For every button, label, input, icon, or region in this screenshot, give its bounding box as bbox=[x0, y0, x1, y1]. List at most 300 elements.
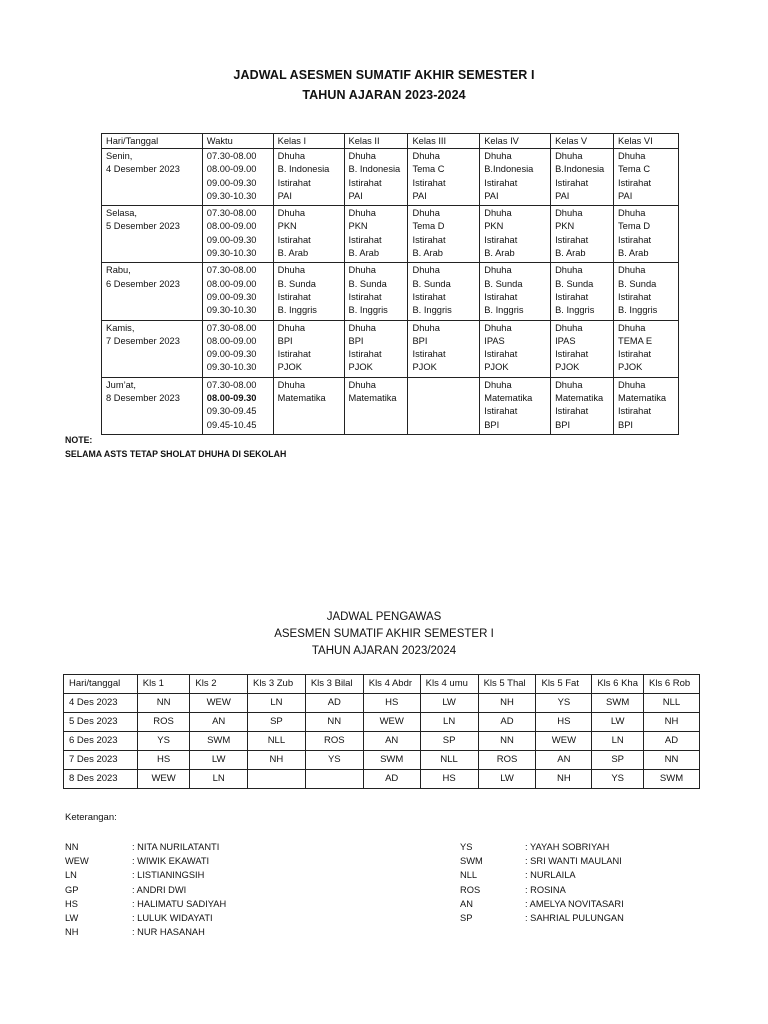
subject: PAI bbox=[484, 190, 499, 201]
legend-code: YS bbox=[460, 842, 473, 852]
time-slot: 09.30-09.45 bbox=[206, 406, 257, 417]
subject: B. Indonesia bbox=[277, 164, 330, 175]
subject: Istirahat bbox=[348, 291, 382, 302]
column-header: Kelas III bbox=[408, 134, 480, 149]
subject: Dhuha bbox=[484, 208, 512, 219]
subject: B. Inggris bbox=[618, 305, 658, 316]
column-header: Kls 6 Rob bbox=[644, 675, 700, 694]
day-line: 5 Desember 2023 bbox=[106, 221, 180, 232]
supervisor-cell bbox=[305, 770, 363, 789]
subject: PJOK bbox=[348, 362, 373, 373]
table-row bbox=[102, 320, 679, 377]
subject-cell bbox=[344, 320, 408, 377]
subject-cell bbox=[614, 377, 679, 434]
supervisor-cell: ROS bbox=[137, 713, 190, 732]
legend-name: : YAYAH SOBRIYAH bbox=[525, 842, 610, 852]
subject: Istirahat bbox=[555, 291, 589, 302]
subject: Dhuha bbox=[618, 151, 646, 161]
subject: Dhuha bbox=[555, 265, 583, 276]
subject: Dhuha bbox=[412, 151, 440, 161]
subject-cell bbox=[273, 149, 344, 206]
supervisor-cell: AD bbox=[644, 732, 700, 751]
subject: B. Sunda bbox=[348, 278, 387, 289]
subject-cell bbox=[551, 206, 614, 263]
supervisor-cell: ROS bbox=[478, 751, 536, 770]
supervisor-cell: ROS bbox=[305, 732, 363, 751]
supervisor-cell: SP bbox=[420, 732, 478, 751]
subject: Istirahat bbox=[348, 234, 382, 245]
time-cell bbox=[202, 377, 273, 434]
subject-cell bbox=[408, 263, 480, 320]
subject: Istirahat bbox=[412, 291, 446, 302]
subject: Istirahat bbox=[555, 349, 589, 360]
subject: B. Indonesia bbox=[348, 164, 401, 175]
supervisor-cell: LN bbox=[247, 694, 305, 713]
legend-item bbox=[65, 911, 365, 925]
time-slot: 07.30-08.00 bbox=[206, 265, 257, 276]
legend-item bbox=[460, 897, 720, 911]
subject: Istirahat bbox=[277, 177, 311, 188]
time-slot: 09.45-10.45 bbox=[206, 419, 257, 430]
legend-item bbox=[65, 840, 365, 854]
subject: Istirahat bbox=[618, 177, 652, 188]
subject: Dhuha bbox=[277, 151, 306, 161]
column-header: Kelas IV bbox=[480, 134, 551, 149]
time-slot: 07.30-08.00 bbox=[206, 322, 257, 333]
table-row bbox=[102, 149, 679, 206]
legend-name: : NUR HASANAH bbox=[132, 927, 205, 938]
table-row bbox=[64, 713, 700, 732]
day-line: Selasa, bbox=[106, 208, 138, 219]
subject: B. Inggris bbox=[348, 305, 388, 316]
legend-code: NH bbox=[65, 927, 79, 938]
subject: B. Arab bbox=[555, 248, 586, 259]
pengawas-subtitle: ASESMEN SUMATIF AKHIR SEMESTER I bbox=[274, 628, 494, 640]
column-header: Hari/tanggal bbox=[64, 675, 138, 694]
subject: Dhuha bbox=[618, 379, 646, 390]
legend-item bbox=[65, 925, 365, 939]
subject: Matematika bbox=[348, 393, 397, 404]
day-line: 6 Desember 2023 bbox=[106, 278, 180, 289]
column-header: Kls 1 bbox=[137, 675, 190, 694]
supervisor-cell: AN bbox=[190, 713, 248, 732]
subject: Dhuha bbox=[412, 265, 440, 276]
subject: Istirahat bbox=[412, 177, 446, 188]
subject: Dhuha bbox=[348, 151, 376, 161]
supervisor-cell: SP bbox=[592, 751, 644, 770]
subject: Matematika bbox=[618, 393, 667, 404]
supervisor-cell: AD bbox=[478, 713, 536, 732]
subject: PJOK bbox=[412, 362, 437, 373]
subject: B.Indonesia bbox=[484, 164, 534, 175]
subject: B. Arab bbox=[348, 248, 380, 259]
time-slot: 08.00-09.00 bbox=[206, 221, 257, 232]
column-header: Kls 6 Kha bbox=[592, 675, 644, 694]
subject: Istirahat bbox=[555, 406, 589, 417]
subject: Dhuha bbox=[412, 322, 440, 333]
legend-left bbox=[65, 840, 365, 939]
subject-cell bbox=[273, 377, 344, 434]
subject: Dhuha bbox=[348, 322, 376, 333]
subject: Tema D bbox=[412, 221, 445, 232]
subject: Tema D bbox=[618, 221, 651, 232]
column-header: Kelas II bbox=[344, 134, 408, 149]
legend-name: : WIWIK EKAWATI bbox=[132, 856, 210, 867]
supervisor-cell: NLL bbox=[420, 751, 478, 770]
column-header: Kls 5 Thal bbox=[478, 675, 536, 694]
subject: Dhuha bbox=[277, 379, 306, 390]
supervisor-cell: LW bbox=[190, 751, 248, 770]
subject: Dhuha bbox=[277, 322, 306, 333]
time-cell bbox=[202, 320, 273, 377]
supervisor-cell: YS bbox=[536, 694, 592, 713]
time-cell bbox=[202, 206, 273, 263]
legend-code: HS bbox=[65, 898, 78, 909]
subject: Dhuha bbox=[277, 208, 306, 219]
subject: Dhuha bbox=[618, 208, 646, 219]
column-header: Kls 4 Abdr bbox=[363, 675, 420, 694]
subject: B. Inggris bbox=[484, 305, 524, 316]
supervisor-cell: NH bbox=[536, 770, 592, 789]
subject: Istirahat bbox=[618, 349, 652, 360]
date-cell: 6 Des 2023 bbox=[64, 732, 138, 751]
supervisor-cell: HS bbox=[420, 770, 478, 789]
subject: Istirahat bbox=[618, 291, 652, 302]
subject: Dhuha bbox=[348, 208, 376, 219]
table-header-row bbox=[102, 134, 679, 149]
subject: BPI bbox=[618, 419, 634, 430]
legend-name: : LULUK WIDAYATI bbox=[132, 912, 213, 923]
day-line: 4 Desember 2023 bbox=[106, 164, 180, 175]
subject-cell bbox=[551, 263, 614, 320]
subject: B. Inggris bbox=[277, 305, 317, 316]
subject: B. Arab bbox=[277, 248, 309, 259]
subject: BPI bbox=[277, 335, 293, 346]
supervisor-cell: WEW bbox=[137, 770, 190, 789]
supervisor-cell: SWM bbox=[363, 751, 420, 770]
subject: PAI bbox=[618, 190, 633, 201]
legend-code: NLL bbox=[460, 870, 478, 881]
supervisor-cell: AN bbox=[363, 732, 420, 751]
subject: PKN bbox=[555, 221, 575, 232]
column-header: Kelas V bbox=[551, 134, 614, 149]
legend-right bbox=[460, 840, 720, 925]
subject: BPI bbox=[348, 335, 364, 346]
legend-code: SWM bbox=[460, 856, 483, 867]
subject: Dhuha bbox=[412, 208, 440, 219]
subject: Istirahat bbox=[412, 234, 446, 245]
page-subtitle: TAHUN AJARAN 2023-2024 bbox=[302, 88, 466, 102]
subject-cell bbox=[273, 206, 344, 263]
legend-code: LW bbox=[65, 912, 79, 923]
subject: PKN bbox=[348, 221, 368, 232]
time-slot: 08.00-09.00 bbox=[206, 335, 257, 346]
table-row bbox=[64, 770, 700, 789]
legend-code: SP bbox=[460, 912, 473, 923]
supervisor-cell: LW bbox=[478, 770, 536, 789]
legend-name: : AMELYA NOVITASARI bbox=[525, 898, 624, 909]
subject: B. Sunda bbox=[277, 278, 316, 289]
subject: Istirahat bbox=[277, 349, 311, 360]
table-header-row bbox=[64, 675, 700, 694]
day-line: Senin, bbox=[106, 151, 133, 161]
day-cell bbox=[102, 206, 203, 263]
subject: Istirahat bbox=[348, 349, 382, 360]
subject: IPAS bbox=[555, 335, 576, 346]
supervisor-cell: NLL bbox=[644, 694, 700, 713]
column-header: Kelas VI bbox=[614, 134, 679, 149]
legend-name: : HALIMATU SADIYAH bbox=[132, 898, 227, 909]
time-slot: 08.00-09.00 bbox=[206, 164, 257, 175]
subject-cell bbox=[480, 377, 551, 434]
subject-cell bbox=[480, 149, 551, 206]
day-cell bbox=[102, 263, 203, 320]
subject-cell bbox=[480, 263, 551, 320]
time-slot: 09.30-10.30 bbox=[206, 362, 257, 373]
pengawas-year: TAHUN AJARAN 2023/2024 bbox=[311, 645, 457, 657]
supervisor-cell: WEW bbox=[190, 694, 248, 713]
subject-cell bbox=[273, 320, 344, 377]
subject: PAI bbox=[555, 190, 570, 201]
legend-item bbox=[65, 868, 365, 882]
day-cell bbox=[102, 377, 203, 434]
time-slot: 09.00-09.30 bbox=[206, 177, 257, 188]
supervisor-cell: AD bbox=[363, 770, 420, 789]
subject-cell bbox=[551, 377, 614, 434]
subject: Dhuha bbox=[555, 151, 583, 161]
subject: BPI bbox=[484, 419, 500, 430]
day-line: Rabu, bbox=[106, 265, 131, 276]
supervisor-cell: YS bbox=[137, 732, 190, 751]
table-row bbox=[102, 263, 679, 320]
subject: PJOK bbox=[277, 362, 302, 373]
subject: B. Inggris bbox=[555, 305, 595, 316]
subject: Tema C bbox=[618, 164, 651, 175]
time-slot: 09.30-10.30 bbox=[206, 305, 257, 316]
supervisor-table bbox=[63, 674, 700, 789]
subject: Istirahat bbox=[277, 234, 311, 245]
subject: Dhuha bbox=[484, 379, 512, 390]
column-header: Kls 4 umu bbox=[420, 675, 478, 694]
subject-cell bbox=[408, 377, 480, 434]
subject-cell bbox=[344, 263, 408, 320]
subject-cell bbox=[344, 377, 408, 434]
subject: Istirahat bbox=[618, 234, 652, 245]
supervisor-cell: NLL bbox=[247, 732, 305, 751]
time-cell bbox=[202, 263, 273, 320]
subject: B. Arab bbox=[484, 248, 515, 259]
subject: Dhuha bbox=[484, 265, 512, 276]
supervisor-cell: SWM bbox=[190, 732, 248, 751]
legend-name: : ROSINA bbox=[525, 884, 566, 895]
supervisor-cell: YS bbox=[305, 751, 363, 770]
subject: Dhuha bbox=[348, 265, 376, 276]
supervisor-cell: NN bbox=[305, 713, 363, 732]
exam-schedule-table bbox=[101, 133, 679, 435]
subject-cell bbox=[408, 149, 480, 206]
subject: PJOK bbox=[484, 362, 509, 373]
time-slot: 09.00-09.30 bbox=[206, 234, 257, 245]
subject: Dhuha bbox=[555, 322, 583, 333]
subject-cell bbox=[480, 320, 551, 377]
subject: Istirahat bbox=[555, 234, 589, 245]
subject-cell bbox=[614, 149, 679, 206]
legend-item bbox=[65, 897, 365, 911]
supervisor-cell: NN bbox=[137, 694, 190, 713]
supervisor-cell: WEW bbox=[536, 732, 592, 751]
legend-item bbox=[460, 854, 720, 868]
subject: BPI bbox=[555, 419, 571, 430]
supervisor-cell: NH bbox=[247, 751, 305, 770]
page-title: JADWAL ASESMEN SUMATIF AKHIR SEMESTER I bbox=[233, 68, 535, 82]
supervisor-cell: LW bbox=[592, 713, 644, 732]
supervisor-cell: LW bbox=[420, 694, 478, 713]
time-slot: 09.30-10.30 bbox=[206, 248, 257, 259]
pengawas-title: JADWAL PENGAWAS bbox=[326, 611, 442, 623]
subject: Dhuha bbox=[348, 379, 376, 390]
column-header: Kls 3 Zub bbox=[247, 675, 305, 694]
day-cell bbox=[102, 149, 203, 206]
supervisor-cell: NH bbox=[644, 713, 700, 732]
column-header: Kls 5 Fat bbox=[536, 675, 592, 694]
table-row bbox=[102, 377, 679, 434]
note-label: NOTE: bbox=[65, 435, 93, 445]
date-cell: 8 Des 2023 bbox=[64, 770, 138, 789]
column-header: Kelas I bbox=[273, 134, 344, 149]
supervisor-cell: HS bbox=[137, 751, 190, 770]
legend-name: : NITA NURILATANTI bbox=[132, 842, 220, 852]
subject-cell bbox=[344, 206, 408, 263]
supervisor-cell: SWM bbox=[644, 770, 700, 789]
time-slot: 07.30-08.00 bbox=[206, 208, 257, 219]
subject: B. Arab bbox=[412, 248, 443, 259]
table-row bbox=[64, 694, 700, 713]
subject-cell bbox=[614, 263, 679, 320]
legend-code: AN bbox=[460, 898, 473, 909]
column-header: Kls 2 bbox=[190, 675, 248, 694]
legend-name: : NURLAILA bbox=[525, 870, 576, 881]
day-line: Kamis, bbox=[106, 322, 135, 333]
subject: Dhuha bbox=[555, 208, 583, 219]
column-header: Waktu bbox=[202, 134, 273, 149]
time-slot: 09.00-09.30 bbox=[206, 349, 257, 360]
legend-item bbox=[460, 883, 720, 897]
legend-name: : SRI WANTI MAULANI bbox=[525, 856, 622, 867]
subject-cell bbox=[408, 206, 480, 263]
table-row bbox=[64, 751, 700, 770]
legend-name: : SAHRIAL PULUNGAN bbox=[525, 912, 624, 923]
legend-code: ROS bbox=[460, 884, 481, 895]
supervisor-cell: NN bbox=[644, 751, 700, 770]
subject: TEMA E bbox=[618, 335, 653, 346]
supervisor-cell: YS bbox=[592, 770, 644, 789]
legend-name: : LISTIANINGSIH bbox=[132, 870, 205, 881]
subject: Matematika bbox=[484, 393, 533, 404]
subject: B. Sunda bbox=[484, 278, 523, 289]
table-row bbox=[64, 732, 700, 751]
supervisor-cell: HS bbox=[536, 713, 592, 732]
subject: Istirahat bbox=[277, 291, 311, 302]
supervisor-cell: NN bbox=[478, 732, 536, 751]
subject-cell bbox=[273, 263, 344, 320]
supervisor-cell: SWM bbox=[592, 694, 644, 713]
table-row bbox=[102, 206, 679, 263]
subject: Istirahat bbox=[484, 177, 518, 188]
subject: B. Arab bbox=[618, 248, 649, 259]
time-slot: 09.00-09.30 bbox=[206, 291, 257, 302]
time-slot: 08.00-09.30 bbox=[206, 393, 257, 404]
legend-item bbox=[65, 854, 365, 868]
supervisor-cell: AD bbox=[305, 694, 363, 713]
subject: B.Indonesia bbox=[555, 164, 605, 175]
subject: B. Sunda bbox=[412, 278, 451, 289]
time-slot: 09.30-10.30 bbox=[206, 190, 257, 201]
legend-code: NN bbox=[65, 842, 79, 852]
day-line: Jum’at, bbox=[106, 379, 136, 390]
subject: Dhuha bbox=[484, 151, 512, 161]
time-slot: 08.00-09.00 bbox=[206, 278, 257, 289]
day-cell bbox=[102, 320, 203, 377]
subject: Istirahat bbox=[484, 406, 518, 417]
subject: PAI bbox=[348, 190, 363, 201]
legend-name: : ANDRI DWI bbox=[132, 884, 187, 895]
subject: PAI bbox=[277, 190, 292, 201]
subject-cell bbox=[551, 149, 614, 206]
column-header: Kls 3 Bilal bbox=[305, 675, 363, 694]
subject: BPI bbox=[412, 335, 428, 346]
legend-code: GP bbox=[65, 884, 79, 895]
date-cell: 5 Des 2023 bbox=[64, 713, 138, 732]
supervisor-cell: LN bbox=[190, 770, 248, 789]
subject-cell bbox=[480, 206, 551, 263]
subject: PJOK bbox=[555, 362, 580, 373]
legend-item bbox=[460, 868, 720, 882]
subject: Istirahat bbox=[412, 349, 446, 360]
supervisor-cell: SP bbox=[247, 713, 305, 732]
supervisor-cell: HS bbox=[363, 694, 420, 713]
supervisor-cell: LN bbox=[592, 732, 644, 751]
legend-item bbox=[460, 840, 720, 854]
time-cell bbox=[202, 149, 273, 206]
subject: PKN bbox=[484, 221, 504, 232]
day-line: 7 Desember 2023 bbox=[106, 335, 180, 346]
subject: Matematika bbox=[277, 393, 326, 404]
subject: B. Inggris bbox=[412, 305, 452, 316]
subject: PKN bbox=[277, 221, 297, 232]
note bbox=[65, 433, 286, 461]
subject-cell bbox=[408, 320, 480, 377]
supervisor-cell: WEW bbox=[363, 713, 420, 732]
subject: Istirahat bbox=[348, 177, 382, 188]
supervisor-cell: AN bbox=[536, 751, 592, 770]
day-line: 8 Desember 2023 bbox=[106, 393, 180, 404]
subject: Dhuha bbox=[277, 265, 306, 276]
subject: PJOK bbox=[618, 362, 643, 373]
subject: Dhuha bbox=[618, 322, 646, 333]
subject: Tema C bbox=[412, 164, 445, 175]
subject-cell bbox=[614, 206, 679, 263]
subject: Istirahat bbox=[484, 291, 518, 302]
subject: PAI bbox=[412, 190, 427, 201]
legend-item bbox=[65, 883, 365, 897]
subject: Istirahat bbox=[484, 349, 518, 360]
legend-code: LN bbox=[65, 870, 77, 881]
date-cell: 4 Des 2023 bbox=[64, 694, 138, 713]
time-slot: 07.30-08.00 bbox=[206, 151, 257, 161]
subject: Istirahat bbox=[618, 406, 652, 417]
time-slot: 07.30-08.00 bbox=[206, 379, 257, 390]
supervisor-cell: NH bbox=[478, 694, 536, 713]
